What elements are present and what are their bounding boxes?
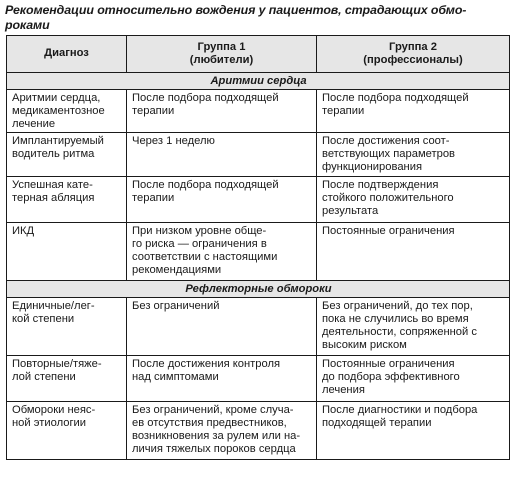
document-title: Рекомендации относительно вождения у пациентов, страдающих обмо- роками [5, 3, 467, 32]
group2-cell: Постоянные ограничения [317, 222, 510, 280]
table-row [7, 297, 510, 355]
group1-cell: Без ограничений, кроме случа- ев отсутствия предвестников, возникновения за рулем или на- личия тяжелых пороков сердца [127, 401, 317, 459]
diagnosis-cell: Аритмии сердца, медикаментозное лечение [7, 90, 127, 133]
table-row [7, 355, 510, 401]
diagnosis-cell: Имплантируемый водитель ритма [7, 132, 127, 176]
diagnosis-cell: Успешная кате- терная абляция [7, 176, 127, 222]
section-title: Аритмии сердца [7, 73, 510, 90]
group1-cell: При низком уровне обще- го риска — ограничения в соответствии с настоящими рекомендациями [127, 222, 317, 280]
driving-recommendations-table [6, 35, 510, 460]
group2-cell: После диагностики и подбора подходящей терапии [317, 401, 510, 459]
table-row [7, 176, 510, 222]
diagnosis-cell: Единичные/лег- кой степени [7, 297, 127, 355]
group1-cell: Без ограничений [127, 297, 317, 355]
group2-cell: После подтверждения стойкого положительного результата [317, 176, 510, 222]
group2-cell: Без ограничений, до тех пор, пока не случились во время деятельности, сопряженной с высоким риском [317, 297, 510, 355]
group1-cell: После достижения контроля над симптомами [127, 355, 317, 401]
group2-cell: После подбора подходящей терапии [317, 90, 510, 133]
table-row [7, 90, 510, 133]
group2-cell: После достижения соот- ветствующих параметров функционирования [317, 132, 510, 176]
diagnosis-cell: ИКД [7, 222, 127, 280]
section-row-arrhythmia [7, 73, 510, 90]
table-row [7, 401, 510, 459]
group2-cell: Постоянные ограничения до подбора эффективного лечения [317, 355, 510, 401]
header-diagnosis: Диагноз [7, 36, 127, 73]
section-title: Рефлекторные обмороки [7, 280, 510, 297]
section-row-reflex-syncope [7, 280, 510, 297]
group1-cell: После подбора подходящей терапии [127, 176, 317, 222]
table-row [7, 132, 510, 176]
table-row [7, 222, 510, 280]
group1-cell: Через 1 неделю [127, 132, 317, 176]
group1-cell: После подбора подходящей терапии [127, 90, 317, 133]
table-header-row [7, 36, 510, 73]
header-group2: Группа 2 (профессионалы) [317, 36, 510, 73]
diagnosis-cell: Обмороки неяс- ной этиологии [7, 401, 127, 459]
header-group1: Группа 1 (любители) [127, 36, 317, 73]
diagnosis-cell: Повторные/тяже- лой степени [7, 355, 127, 401]
